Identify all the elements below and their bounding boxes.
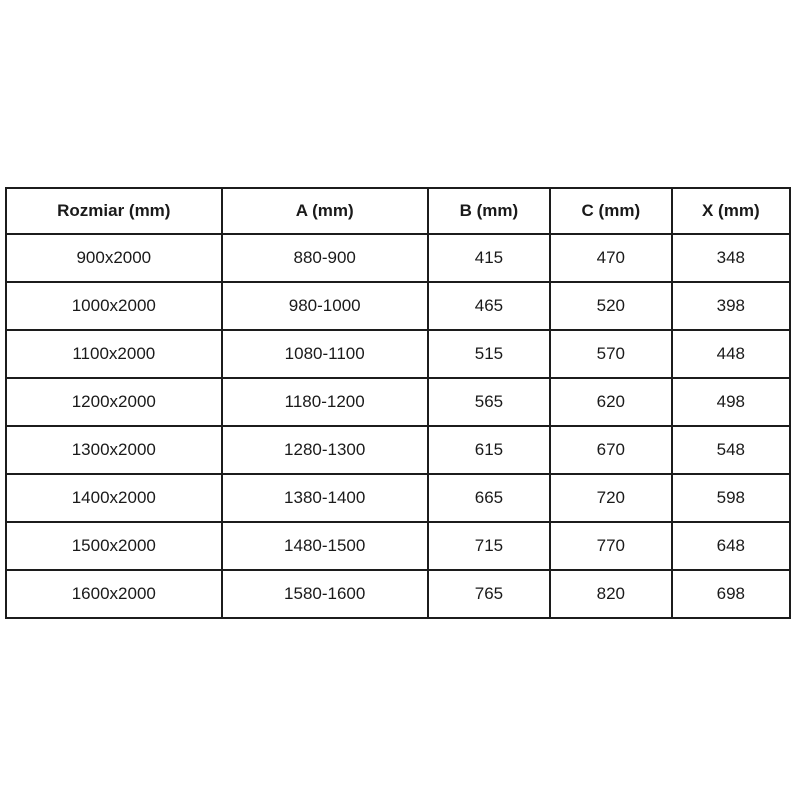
table-cell: 1280-1300 (222, 426, 428, 474)
column-header-b: B (mm) (428, 188, 550, 234)
table-cell: 1380-1400 (222, 474, 428, 522)
table-cell: 570 (550, 330, 672, 378)
column-header-rozmiar: Rozmiar (mm) (6, 188, 222, 234)
table-cell: 398 (672, 282, 790, 330)
table-cell: 715 (428, 522, 550, 570)
table-cell: 415 (428, 234, 550, 282)
table-row (6, 330, 790, 378)
table-cell: 765 (428, 570, 550, 618)
table-cell: 515 (428, 330, 550, 378)
table-cell: 1300x2000 (6, 426, 222, 474)
size-dimensions-table (5, 187, 791, 619)
table-cell: 548 (672, 426, 790, 474)
table-cell: 448 (672, 330, 790, 378)
column-header-c: C (mm) (550, 188, 672, 234)
table-cell: 770 (550, 522, 672, 570)
table-cell: 470 (550, 234, 672, 282)
table-cell: 820 (550, 570, 672, 618)
table-cell: 1200x2000 (6, 378, 222, 426)
table-cell: 900x2000 (6, 234, 222, 282)
table-cell: 1480-1500 (222, 522, 428, 570)
table-cell: 465 (428, 282, 550, 330)
table-cell: 565 (428, 378, 550, 426)
table-cell: 615 (428, 426, 550, 474)
table-cell: 1080-1100 (222, 330, 428, 378)
table-row (6, 570, 790, 618)
table-cell: 1400x2000 (6, 474, 222, 522)
table-cell: 520 (550, 282, 672, 330)
table-cell: 1100x2000 (6, 330, 222, 378)
table-cell: 498 (672, 378, 790, 426)
table-row (6, 234, 790, 282)
header-row (6, 188, 790, 234)
table-cell: 698 (672, 570, 790, 618)
column-header-a: A (mm) (222, 188, 428, 234)
table-cell: 1580-1600 (222, 570, 428, 618)
table-row (6, 474, 790, 522)
table-row (6, 282, 790, 330)
table-cell: 1180-1200 (222, 378, 428, 426)
table-cell: 1500x2000 (6, 522, 222, 570)
table-cell: 348 (672, 234, 790, 282)
table-cell: 980-1000 (222, 282, 428, 330)
table-cell: 598 (672, 474, 790, 522)
table-row (6, 378, 790, 426)
table-cell: 720 (550, 474, 672, 522)
table-cell: 670 (550, 426, 672, 474)
table-cell: 880-900 (222, 234, 428, 282)
table-cell: 665 (428, 474, 550, 522)
table-cell: 620 (550, 378, 672, 426)
table-row (6, 522, 790, 570)
table-cell: 648 (672, 522, 790, 570)
table-cell: 1000x2000 (6, 282, 222, 330)
column-header-x: X (mm) (672, 188, 790, 234)
table-cell: 1600x2000 (6, 570, 222, 618)
table-row (6, 426, 790, 474)
